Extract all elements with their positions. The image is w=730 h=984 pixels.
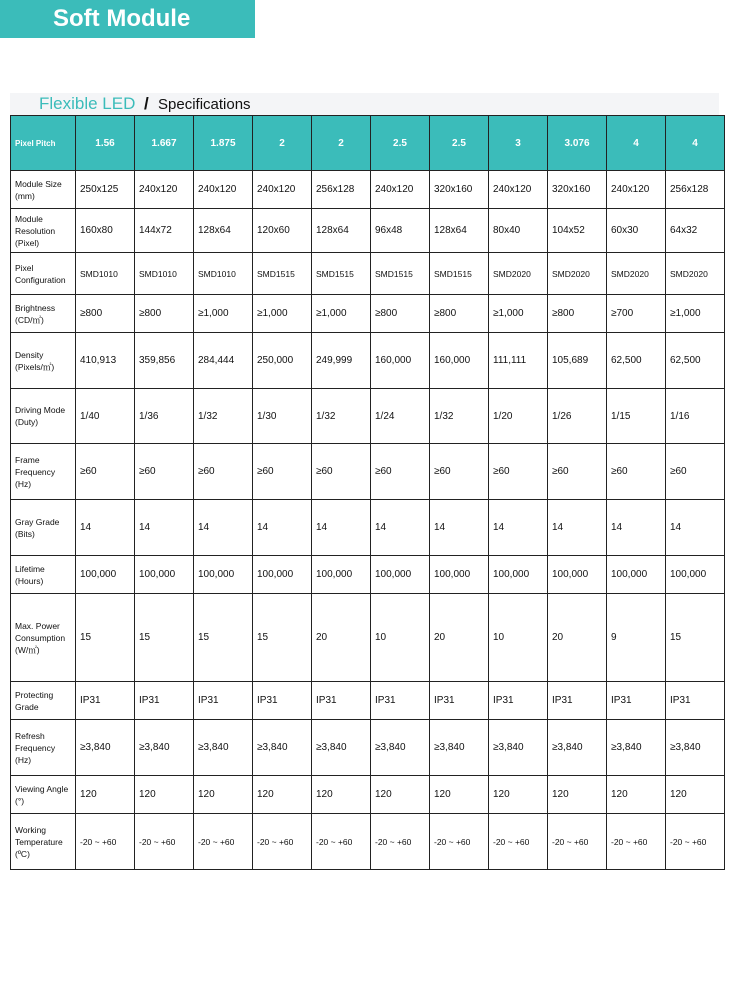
- spec-value: -20 ~ +60: [607, 814, 666, 870]
- spec-value: 20: [312, 594, 371, 682]
- spec-value: 100,000: [430, 556, 489, 594]
- spec-value: ≥3,840: [194, 720, 253, 776]
- spec-value: 1/15: [607, 389, 666, 444]
- spec-value: ≥60: [194, 444, 253, 500]
- spec-value: ≥60: [76, 444, 135, 500]
- spec-value: ≥60: [666, 444, 725, 500]
- spec-row: [11, 209, 725, 253]
- spec-row: [11, 720, 725, 776]
- spec-value: ≥1,000: [666, 295, 725, 333]
- spec-value: 100,000: [371, 556, 430, 594]
- spec-value: 284,444: [194, 333, 253, 389]
- spec-value: 120: [489, 776, 548, 814]
- spec-value: -20 ~ +60: [548, 814, 607, 870]
- spec-value: IP31: [666, 682, 725, 720]
- spec-value: 120: [666, 776, 725, 814]
- spec-value: IP31: [76, 682, 135, 720]
- spec-value: -20 ~ +60: [666, 814, 725, 870]
- spec-value: ≥3,840: [430, 720, 489, 776]
- spec-value: SMD1010: [135, 253, 194, 295]
- spec-row: [11, 171, 725, 209]
- spec-value: 100,000: [76, 556, 135, 594]
- spec-row: [11, 295, 725, 333]
- pixel-pitch-header: 2.5: [371, 116, 430, 171]
- spec-value: ≥60: [312, 444, 371, 500]
- spec-value: 240x120: [371, 171, 430, 209]
- pixel-pitch-header: 2: [312, 116, 371, 171]
- spec-value: 410,913: [76, 333, 135, 389]
- spec-value: 240x120: [135, 171, 194, 209]
- spec-label: Density (Pixels/㎡): [11, 333, 76, 389]
- spec-value: ≥1,000: [253, 295, 312, 333]
- spec-row: [11, 682, 725, 720]
- spec-value: 1/24: [371, 389, 430, 444]
- spec-value: 100,000: [489, 556, 548, 594]
- spec-value: -20 ~ +60: [371, 814, 430, 870]
- spec-value: 14: [607, 500, 666, 556]
- spec-value: 128x64: [194, 209, 253, 253]
- spec-value: 249,999: [312, 333, 371, 389]
- section-header: [10, 93, 719, 115]
- spec-value: SMD2020: [548, 253, 607, 295]
- spec-value: 359,856: [135, 333, 194, 389]
- spec-value: ≥800: [430, 295, 489, 333]
- spec-value: -20 ~ +60: [135, 814, 194, 870]
- spec-value: 320x160: [548, 171, 607, 209]
- spec-value: 14: [430, 500, 489, 556]
- spec-label: Refresh Frequency (Hz): [11, 720, 76, 776]
- spec-value: SMD2020: [666, 253, 725, 295]
- spec-value: ≥3,840: [135, 720, 194, 776]
- spec-value: 120: [135, 776, 194, 814]
- pixel-pitch-header: 3.076: [548, 116, 607, 171]
- spec-value: -20 ~ +60: [489, 814, 548, 870]
- spec-row: [11, 500, 725, 556]
- spec-value: ≥1,000: [312, 295, 371, 333]
- spec-value: 120: [76, 776, 135, 814]
- spec-value: -20 ~ +60: [253, 814, 312, 870]
- spec-value: 10: [489, 594, 548, 682]
- spec-value: 15: [76, 594, 135, 682]
- spec-value: 1/40: [76, 389, 135, 444]
- spec-value: 105,689: [548, 333, 607, 389]
- spec-value: IP31: [430, 682, 489, 720]
- spec-value: 15: [253, 594, 312, 682]
- spec-value: 80x40: [489, 209, 548, 253]
- spec-value: ≥800: [135, 295, 194, 333]
- spec-value: 15: [194, 594, 253, 682]
- spec-value: -20 ~ +60: [194, 814, 253, 870]
- spec-row: [11, 776, 725, 814]
- spec-value: 62,500: [666, 333, 725, 389]
- spec-value: 14: [489, 500, 548, 556]
- spec-value: 120: [194, 776, 253, 814]
- spec-value: IP31: [135, 682, 194, 720]
- spec-value: IP31: [371, 682, 430, 720]
- spec-value: 1/36: [135, 389, 194, 444]
- spec-label: Pixel Configuration: [11, 253, 76, 295]
- spec-value: 240x120: [194, 171, 253, 209]
- spec-value: SMD1515: [253, 253, 312, 295]
- spec-label: Working Temperature (ºC): [11, 814, 76, 870]
- spec-value: 120: [548, 776, 607, 814]
- spec-value: 100,000: [194, 556, 253, 594]
- spec-value: 14: [666, 500, 725, 556]
- pixel-pitch-header: 4: [666, 116, 725, 171]
- spec-value: ≥3,840: [76, 720, 135, 776]
- spec-value: 120: [253, 776, 312, 814]
- spec-value: 100,000: [135, 556, 194, 594]
- spec-value: 14: [76, 500, 135, 556]
- spec-value: 1/30: [253, 389, 312, 444]
- spec-value: ≥60: [135, 444, 194, 500]
- spec-value: ≥700: [607, 295, 666, 333]
- spec-value: 128x64: [430, 209, 489, 253]
- spec-row: [11, 333, 725, 389]
- spec-label: Driving Mode (Duty): [11, 389, 76, 444]
- spec-value: SMD1010: [194, 253, 253, 295]
- spec-value: 240x120: [607, 171, 666, 209]
- spec-value: 120x60: [253, 209, 312, 253]
- header-row: [11, 116, 725, 171]
- spec-row: [11, 253, 725, 295]
- spec-value: IP31: [312, 682, 371, 720]
- spec-value: 100,000: [548, 556, 607, 594]
- spec-value: 250,000: [253, 333, 312, 389]
- spec-value: 10: [371, 594, 430, 682]
- spec-value: 14: [253, 500, 312, 556]
- title-separator: /: [144, 94, 149, 113]
- spec-value: 240x120: [489, 171, 548, 209]
- spec-label: Max. Power Consumption (W/㎡): [11, 594, 76, 682]
- spec-body: [11, 171, 725, 870]
- spec-value: 111,111: [489, 333, 548, 389]
- spec-row: [11, 389, 725, 444]
- spec-value: 320x160: [430, 171, 489, 209]
- spec-value: -20 ~ +60: [430, 814, 489, 870]
- spec-value: ≥1,000: [489, 295, 548, 333]
- section-title: Specifications: [158, 96, 251, 113]
- spec-value: 15: [666, 594, 725, 682]
- spec-row: [11, 594, 725, 682]
- title-banner: [0, 0, 255, 38]
- spec-value: ≥3,840: [548, 720, 607, 776]
- spec-value: 100,000: [607, 556, 666, 594]
- pixel-pitch-header: 1.667: [135, 116, 194, 171]
- spec-value: 256x128: [312, 171, 371, 209]
- spec-value: 160,000: [430, 333, 489, 389]
- spec-value: 120: [430, 776, 489, 814]
- spec-label: Brightness (CD/㎡): [11, 295, 76, 333]
- spec-value: 14: [371, 500, 430, 556]
- spec-row: [11, 444, 725, 500]
- spec-value: 14: [312, 500, 371, 556]
- spec-value: 20: [430, 594, 489, 682]
- pixel-pitch-header: 3: [489, 116, 548, 171]
- spec-value: ≥800: [548, 295, 607, 333]
- spec-value: 64x32: [666, 209, 725, 253]
- pixel-pitch-header: 1.56: [76, 116, 135, 171]
- spec-value: 62,500: [607, 333, 666, 389]
- spec-value: 120: [607, 776, 666, 814]
- spec-value: 1/32: [194, 389, 253, 444]
- spec-value: ≥60: [253, 444, 312, 500]
- spec-value: SMD1515: [430, 253, 489, 295]
- spec-label: Lifetime (Hours): [11, 556, 76, 594]
- spec-value: ≥1,000: [194, 295, 253, 333]
- spec-value: IP31: [607, 682, 666, 720]
- product-name: Flexible LED: [39, 94, 136, 113]
- spec-value: 20: [548, 594, 607, 682]
- spec-value: 120: [312, 776, 371, 814]
- spec-value: 120: [371, 776, 430, 814]
- spec-value: SMD1515: [312, 253, 371, 295]
- header-label: Pixel Pitch: [11, 116, 76, 171]
- spec-value: ≥3,840: [312, 720, 371, 776]
- spec-value: ≥60: [430, 444, 489, 500]
- spec-value: 14: [548, 500, 607, 556]
- spec-value: 250x125: [76, 171, 135, 209]
- spec-value: ≥60: [489, 444, 548, 500]
- spec-value: 1/26: [548, 389, 607, 444]
- spec-value: IP31: [489, 682, 548, 720]
- pixel-pitch-header: 1.875: [194, 116, 253, 171]
- spec-value: 100,000: [253, 556, 312, 594]
- spec-value: 1/20: [489, 389, 548, 444]
- spec-value: 96x48: [371, 209, 430, 253]
- spec-value: ≥60: [607, 444, 666, 500]
- spec-value: IP31: [253, 682, 312, 720]
- spec-value: 1/16: [666, 389, 725, 444]
- spec-value: ≥3,840: [489, 720, 548, 776]
- spec-value: SMD1515: [371, 253, 430, 295]
- spec-value: ≥3,840: [607, 720, 666, 776]
- spec-value: ≥3,840: [371, 720, 430, 776]
- spec-row: [11, 556, 725, 594]
- spec-label: Module Resolution (Pixel): [11, 209, 76, 253]
- spec-value: IP31: [194, 682, 253, 720]
- spec-value: 14: [194, 500, 253, 556]
- spec-label: Gray Grade (Bits): [11, 500, 76, 556]
- spec-value: 104x52: [548, 209, 607, 253]
- spec-label: Viewing Angle (°): [11, 776, 76, 814]
- spec-value: -20 ~ +60: [312, 814, 371, 870]
- spec-table: [10, 115, 725, 870]
- spec-value: SMD2020: [607, 253, 666, 295]
- spec-label: Protecting Grade: [11, 682, 76, 720]
- spec-value: 1/32: [312, 389, 371, 444]
- spec-value: 100,000: [666, 556, 725, 594]
- spec-value: ≥800: [76, 295, 135, 333]
- spec-value: IP31: [548, 682, 607, 720]
- spec-value: 128x64: [312, 209, 371, 253]
- spec-value: ≥3,840: [666, 720, 725, 776]
- spec-value: 9: [607, 594, 666, 682]
- spec-value: 60x30: [607, 209, 666, 253]
- spec-value: ≥60: [371, 444, 430, 500]
- pixel-pitch-header: 4: [607, 116, 666, 171]
- spec-value: ≥3,840: [253, 720, 312, 776]
- spec-value: SMD1010: [76, 253, 135, 295]
- spec-label: Frame Frequency (Hz): [11, 444, 76, 500]
- spec-value: ≥800: [371, 295, 430, 333]
- spec-value: 144x72: [135, 209, 194, 253]
- spec-value: ≥60: [548, 444, 607, 500]
- spec-value: 240x120: [253, 171, 312, 209]
- pixel-pitch-header: 2: [253, 116, 312, 171]
- spec-value: 1/32: [430, 389, 489, 444]
- spec-value: SMD2020: [489, 253, 548, 295]
- spec-value: 15: [135, 594, 194, 682]
- spec-value: 160,000: [371, 333, 430, 389]
- spec-value: 100,000: [312, 556, 371, 594]
- spec-label: Module Size (mm): [11, 171, 76, 209]
- spec-row: [11, 814, 725, 870]
- spec-value: 160x80: [76, 209, 135, 253]
- page-title: Soft Module: [53, 5, 191, 32]
- spec-value: 14: [135, 500, 194, 556]
- spec-value: -20 ~ +60: [76, 814, 135, 870]
- pixel-pitch-header: 2.5: [430, 116, 489, 171]
- spec-value: 256x128: [666, 171, 725, 209]
